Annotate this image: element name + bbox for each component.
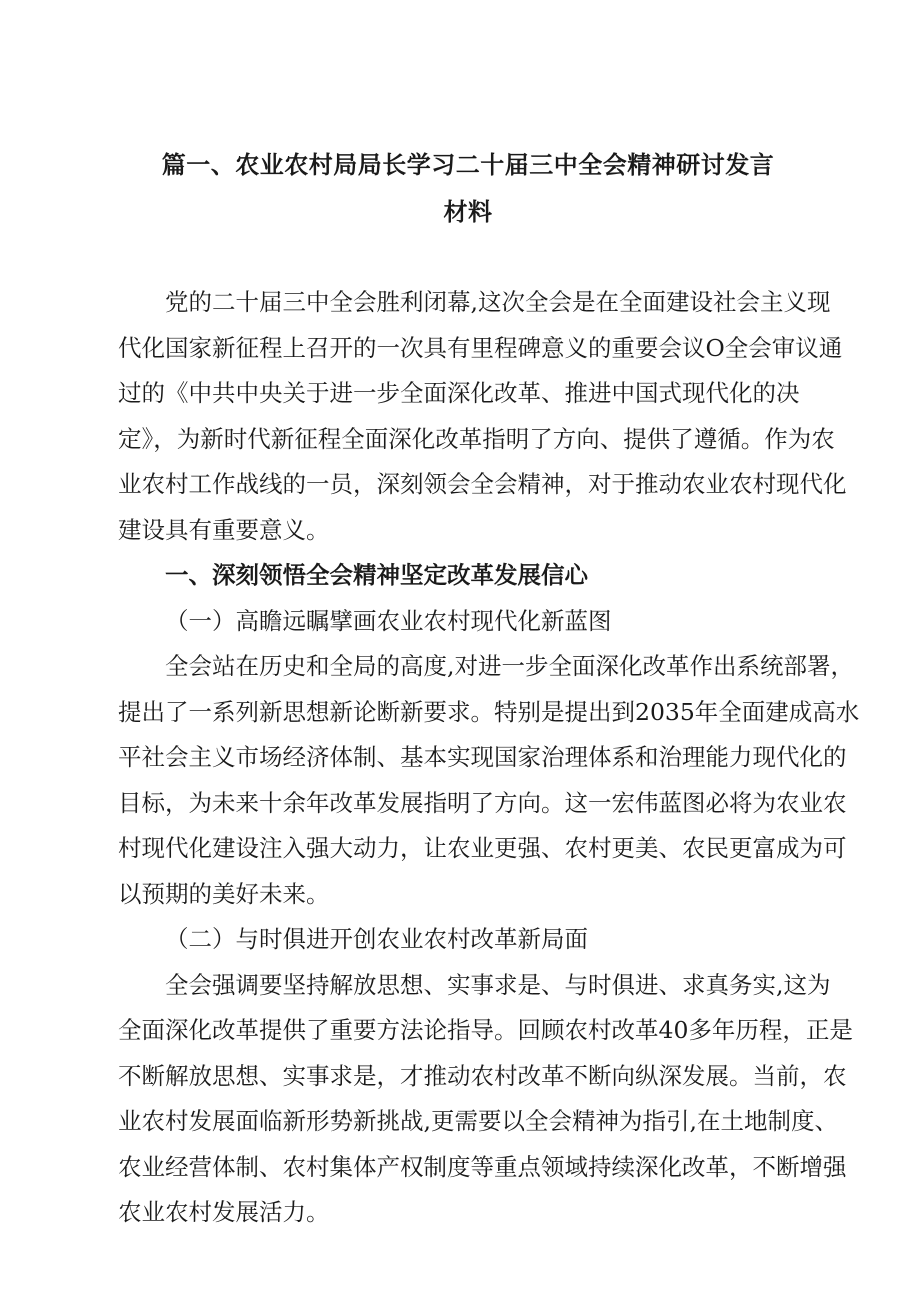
subsection-heading: （二）与时俱进开创农业农村改革新局面 <box>165 925 588 953</box>
section-heading: 一、深刻领悟全会精神坚定改革发展信心 <box>165 561 588 589</box>
body-line: 不断解放思想、实事求是，才推动农村改革不断向纵深发展。当前，农 <box>118 1061 847 1090</box>
intro-line: 建设具有重要意义。 <box>118 515 330 544</box>
body-line: 农业经营体制、农村集体产权制度等重点领域持续深化改革，不断增强 <box>118 1152 847 1181</box>
body-line: 全会强调要坚持解放思想、实事求是、与时俱进、求真务实,这为 <box>165 970 831 999</box>
body-line: 村现代化建设注入强大动力，让农业更强、农村更美、农民更富成为可 <box>118 834 847 862</box>
document-title-line-2: 材料 <box>443 197 493 226</box>
intro-line: 定》，为新时代新征程全面深化改革指明了方向、提供了遵循。作为农 <box>118 424 835 453</box>
body-line: 全面深化改革提供了重要方法论指导。回顾农村改革40多年历程，正是 <box>118 1016 853 1044</box>
body-line: 提出了一系列新思想新论断新要求。特别是提出到2035年全面建成高水 <box>118 697 860 726</box>
intro-line: 过的《中共中央关于进一步全面深化改革、推进中国式现代化的决 <box>118 379 800 407</box>
body-line: 平社会主义市场经济体制、基本实现国家治理体系和治理能力现代化的 <box>118 743 847 771</box>
body-line: 农业农村发展活力。 <box>118 1198 330 1226</box>
body-line: 以预期的美好未来。 <box>118 879 330 908</box>
intro-line: 党的二十届三中全会胜利闭幕,这次全会是在全面建设社会主义现 <box>165 288 831 316</box>
intro-line: 业农村工作战线的一员，深刻领会全会精神，对于推动农业农村现代化 <box>118 470 847 498</box>
body-line: 业农村发展面临新形势新挑战,更需要以全会精神为指引,在土地制度、 <box>118 1107 838 1135</box>
document-title-line-1: 篇一、农业农村局局长学习二十届三中全会精神研讨发言 <box>161 150 775 179</box>
subsection-heading: （一）高瞻远瞩擘画农业农村现代化新蓝图 <box>165 606 612 635</box>
intro-line: 代化国家新征程上召开的一次具有里程碑意义的重要会议O全会审议通 <box>118 333 843 362</box>
body-line: 目标，为未来十余年改革发展指明了方向。这一宏伟蓝图必将为农业农 <box>118 788 847 817</box>
body-line: 全会站在历史和全局的高度,对进一步全面深化改革作出系统部署， <box>165 652 854 680</box>
